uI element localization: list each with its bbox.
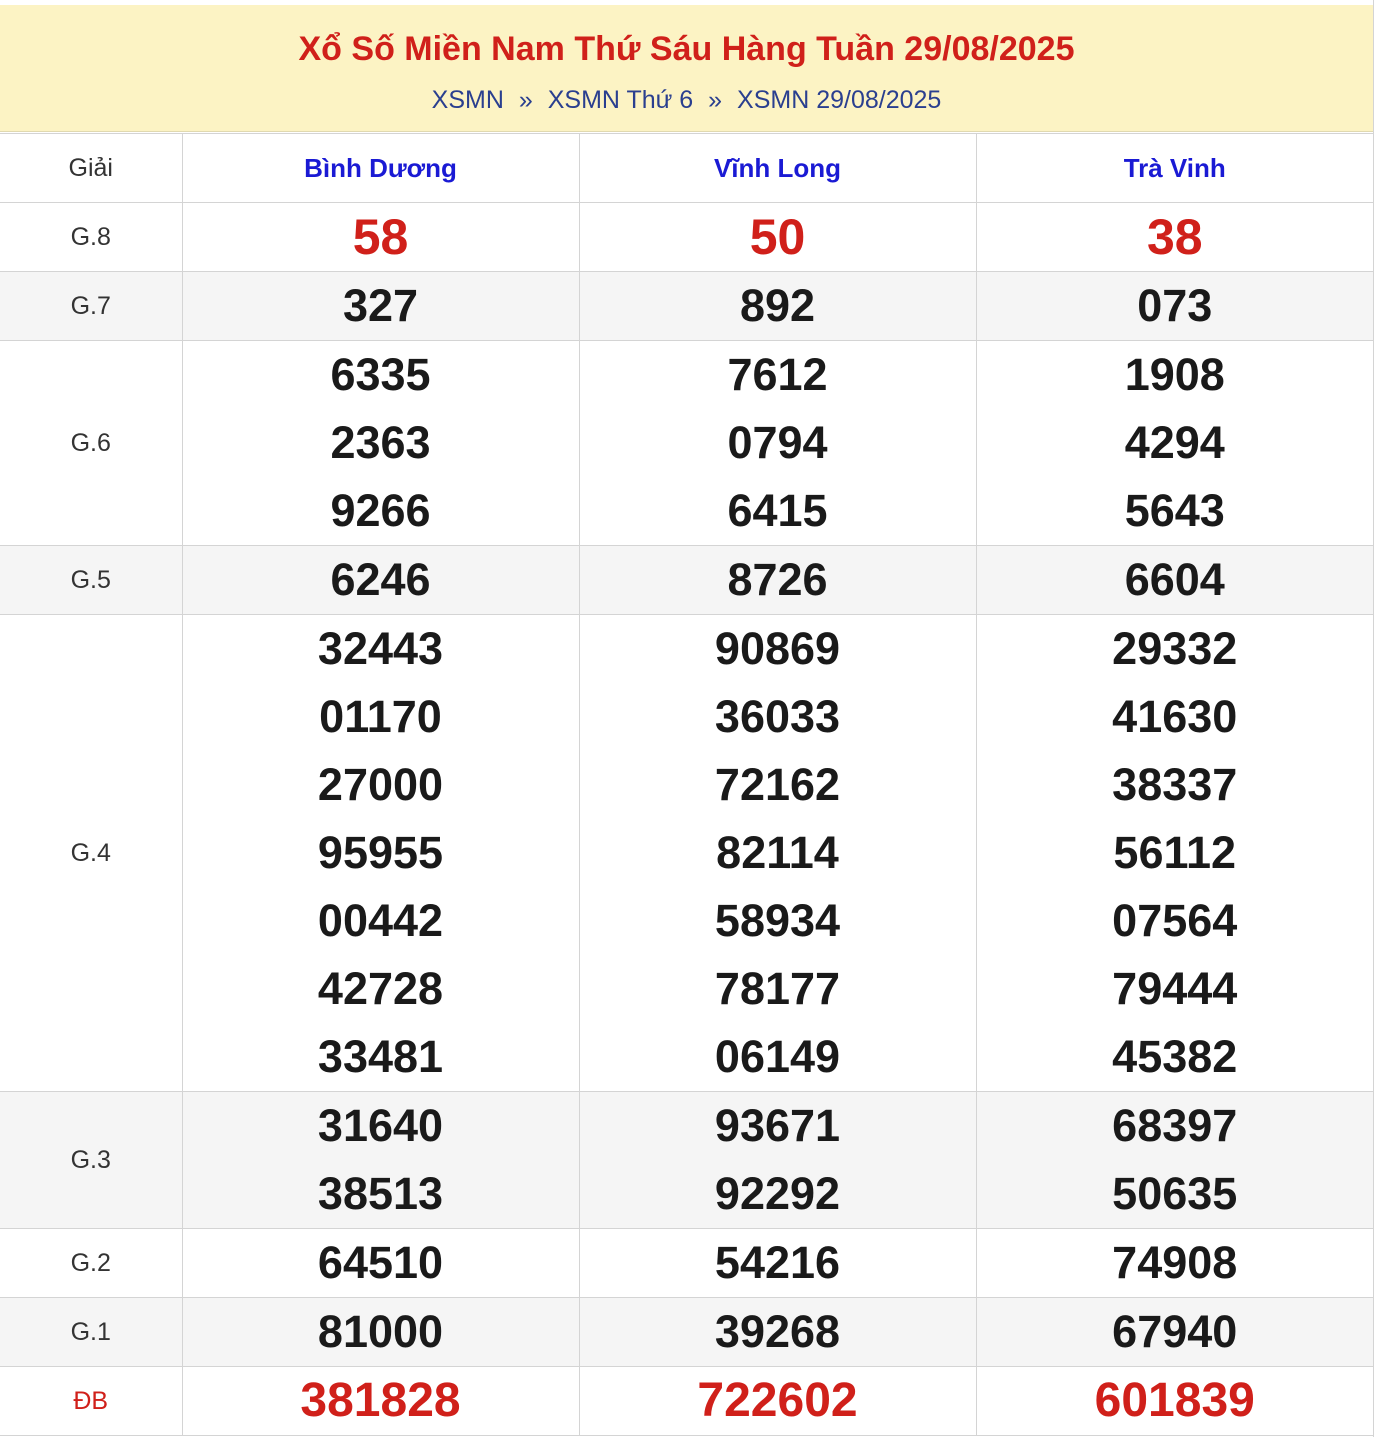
result-number: 45382: [1112, 1031, 1238, 1082]
result-cell: [182, 341, 579, 546]
result-cell: [579, 1367, 976, 1436]
result-cell: [976, 203, 1373, 272]
result-cell: [579, 546, 976, 615]
prize-label: G.8: [0, 203, 182, 272]
result-number: 72162: [714, 759, 841, 810]
table-row: [0, 341, 1373, 546]
result-cell: [976, 272, 1373, 341]
result-number: 601839: [1094, 1374, 1255, 1427]
result-number: 41630: [1112, 691, 1238, 742]
results-table: [0, 133, 1373, 1436]
result-number: 95955: [317, 827, 444, 878]
result-number: 6246: [330, 554, 431, 605]
result-number: 06149: [714, 1031, 841, 1082]
result-cell: [976, 1092, 1373, 1229]
province-header-vinh-long[interactable]: Vĩnh Long: [579, 134, 976, 203]
result-number: 74908: [1112, 1237, 1238, 1288]
prize-label: G.5: [0, 546, 182, 615]
result-number: 00442: [317, 895, 444, 946]
result-cell: [976, 1298, 1373, 1367]
result-number: 073: [1137, 280, 1213, 331]
result-number: 6415: [727, 485, 828, 536]
result-number: 0794: [727, 417, 828, 468]
breadcrumb-separator: »: [518, 86, 533, 114]
result-number: 81000: [317, 1306, 444, 1357]
result-number: 42728: [317, 963, 444, 1014]
result-number: 31640: [317, 1100, 444, 1151]
result-number: 327: [342, 280, 419, 331]
result-number: 33481: [317, 1031, 444, 1082]
table-header-row: [0, 134, 1373, 203]
result-number: 8726: [727, 554, 828, 605]
result-number: 01170: [319, 691, 442, 742]
result-cell: [579, 272, 976, 341]
province-header-tra-vinh[interactable]: Trà Vinh: [976, 134, 1373, 203]
prize-label: ĐB: [0, 1367, 182, 1436]
result-cell: [182, 272, 579, 341]
result-number: 67940: [1112, 1306, 1238, 1357]
results-header: [0, 5, 1373, 132]
result-number: 93671: [714, 1100, 841, 1151]
result-cell: [579, 203, 976, 272]
result-number: 54216: [714, 1237, 841, 1288]
result-number: 68397: [1112, 1100, 1238, 1151]
result-number: 38: [1146, 209, 1203, 265]
result-number: 50635: [1112, 1168, 1238, 1219]
result-cell: [182, 615, 579, 1092]
prize-label: G.7: [0, 272, 182, 341]
result-number: 39268: [714, 1306, 841, 1357]
breadcrumb-separator: »: [708, 86, 723, 114]
result-cell: [182, 546, 579, 615]
result-number: 6604: [1124, 554, 1225, 605]
breadcrumb-link-xsmn[interactable]: XSMN: [431, 86, 504, 114]
result-number: 6335: [330, 349, 431, 400]
table-row: [0, 272, 1373, 341]
province-header-binh-duong[interactable]: Bình Dương: [182, 134, 579, 203]
result-cell: [182, 1092, 579, 1229]
result-cell: [182, 1367, 579, 1436]
result-number: 27000: [317, 759, 444, 810]
result-number: 892: [739, 280, 816, 331]
result-number: 64510: [317, 1237, 444, 1288]
result-number: 07564: [1112, 895, 1238, 946]
result-cell: [579, 1229, 976, 1298]
result-number: 9266: [330, 485, 431, 536]
result-number: 4294: [1124, 417, 1225, 468]
result-number: 1908: [1124, 349, 1225, 400]
prize-label: G.6: [0, 341, 182, 546]
result-cell: [579, 615, 976, 1092]
result-cell: [976, 1229, 1373, 1298]
result-number: 32443: [317, 623, 444, 674]
table-row: [0, 1092, 1373, 1229]
result-number: 38513: [317, 1168, 444, 1219]
result-cell: [579, 1092, 976, 1229]
result-number: 7612: [727, 349, 828, 400]
table-row: [0, 615, 1373, 1092]
result-number: 50: [749, 209, 806, 265]
result-number: 381828: [300, 1374, 461, 1427]
result-number: 2363: [330, 417, 431, 468]
breadcrumb: [0, 85, 1373, 115]
result-number: 78177: [714, 963, 841, 1014]
table-row: [0, 1367, 1373, 1436]
page-title: Xổ Số Miền Nam Thứ Sáu Hàng Tuần 29/08/2025: [298, 30, 1075, 68]
prize-label: G.1: [0, 1298, 182, 1367]
result-number: 92292: [714, 1168, 841, 1219]
table-row: [0, 203, 1373, 272]
table-row: [0, 1229, 1373, 1298]
result-number: 36033: [714, 691, 841, 742]
result-cell: [182, 1298, 579, 1367]
prize-column-header: Giải: [0, 134, 182, 203]
result-number: 79444: [1112, 963, 1238, 1014]
result-number: 56112: [1113, 827, 1237, 878]
result-number: 5643: [1124, 485, 1225, 536]
result-cell: [182, 1229, 579, 1298]
result-number: 58934: [714, 895, 841, 946]
breadcrumb-link-xsmn-date[interactable]: XSMN 29/08/2025: [737, 86, 942, 114]
prize-label: G.2: [0, 1229, 182, 1298]
result-number: 38337: [1112, 759, 1238, 810]
prize-label: G.4: [0, 615, 182, 1092]
result-number: 90869: [714, 623, 841, 674]
table-row: [0, 546, 1373, 615]
result-cell: [182, 203, 579, 272]
result-cell: [976, 615, 1373, 1092]
prize-label: G.3: [0, 1092, 182, 1229]
breadcrumb-link-xsmn-thu-6[interactable]: XSMN Thứ 6: [547, 86, 694, 114]
result-cell: [976, 1367, 1373, 1436]
table-row: [0, 1298, 1373, 1367]
result-number: 722602: [697, 1374, 858, 1427]
result-cell: [976, 546, 1373, 615]
result-cell: [976, 341, 1373, 546]
result-cell: [579, 1298, 976, 1367]
result-number: 29332: [1112, 623, 1238, 674]
result-cell: [579, 341, 976, 546]
result-number: 58: [352, 209, 409, 265]
result-number: 82114: [716, 827, 839, 878]
